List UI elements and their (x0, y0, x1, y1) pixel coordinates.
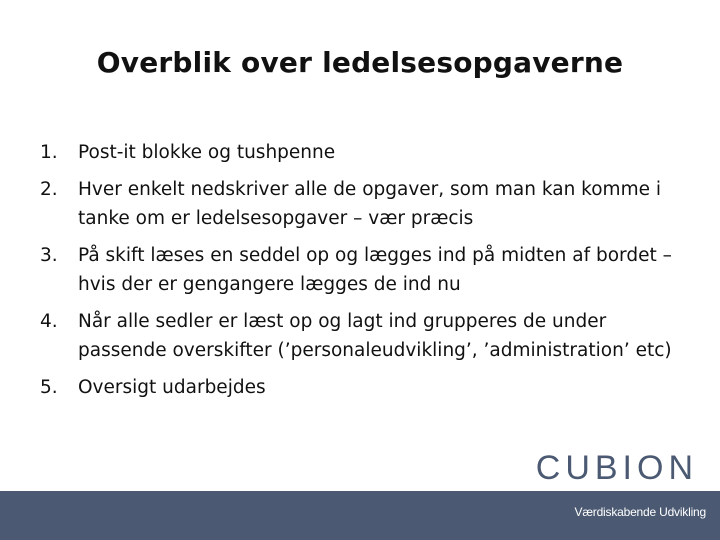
step-number: 5. (40, 377, 58, 398)
list-item (40, 241, 680, 299)
step-number: 4. (40, 311, 58, 332)
step-text: Post-it blokke og tushpenne (78, 142, 336, 163)
step-number: 1. (40, 142, 58, 163)
step-text: Oversigt udarbejdes (78, 377, 266, 398)
footer-bar (0, 491, 720, 540)
step-number: 3. (40, 245, 58, 266)
list-item (40, 373, 680, 402)
step-text: Hver enkelt nedskriver alle de opgaver, som man kan komme i tanke om er ledelsesopgaver – vær præcis (78, 179, 662, 229)
list-item (40, 175, 680, 233)
step-text: På skift læses en seddel op og lægges ind på midten af bordet – hvis der er gengangere lægges de ind nu (78, 245, 672, 295)
step-text: Når alle sedler er læst op og lagt ind grupperes de under passende overskifter (’personaleudvikling’, ’administration’ etc) (78, 311, 672, 361)
steps-list (40, 138, 680, 410)
list-item (40, 138, 680, 167)
slide-title: Overblik over ledelsesopgaverne (96, 46, 624, 79)
footer-tagline: Værdiskabende Udvikling (574, 505, 706, 519)
step-number: 2. (40, 179, 58, 200)
cubion-logo: CUBION (535, 449, 698, 487)
list-item (40, 307, 680, 365)
